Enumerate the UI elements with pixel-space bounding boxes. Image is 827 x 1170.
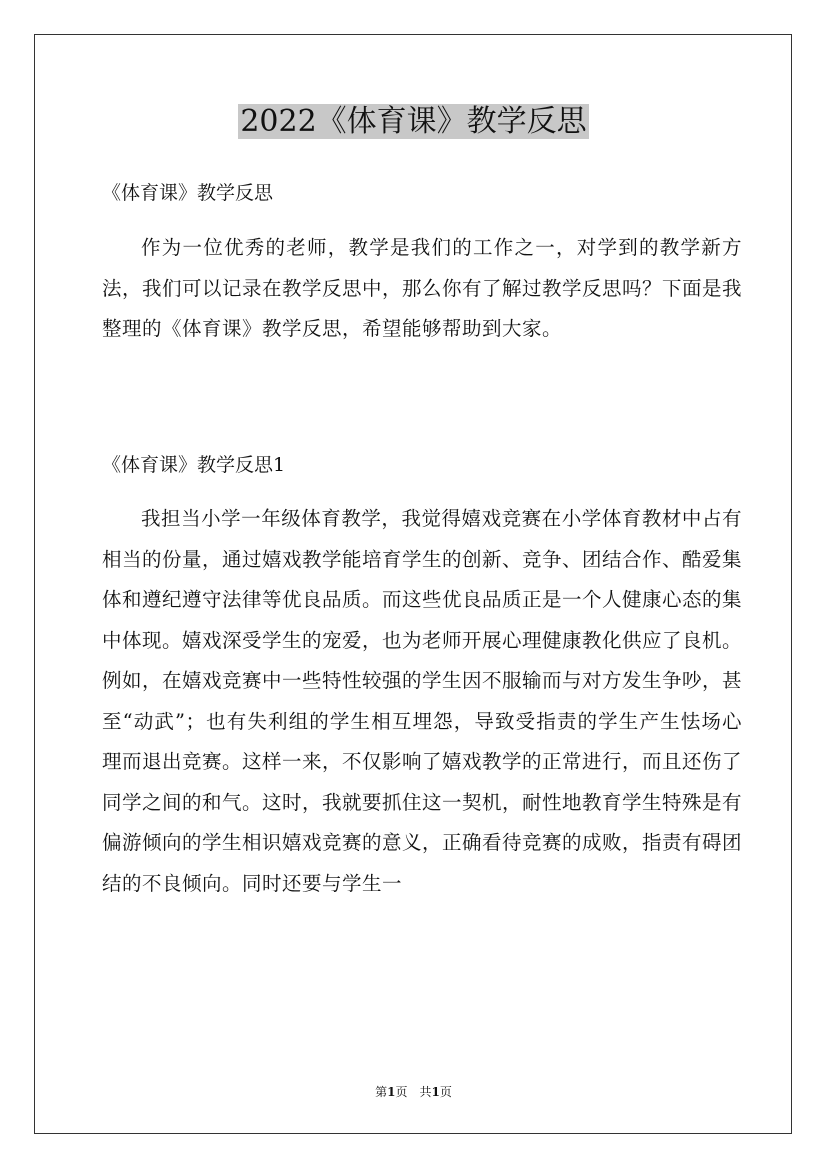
footer-page-mid: 页 共 [395,1085,432,1099]
document-title [0,100,827,144]
document-title-text: 2022《体育课》教学反思 [240,104,587,139]
intro-paragraph: 作为一位优秀的老师，教学是我们的工作之一，对学到的教学新方法，我们可以记录在教学反思中，那么你有了解过教学反思吗？下面是我整理的《体育课》教学反思，希望能够帮助到大家。 [102,236,743,340]
page-footer [0,1084,827,1100]
footer-page-current: 1 [387,1085,396,1099]
footer-page-suffix: 页 [439,1085,452,1099]
section-heading-intro: 《体育课》教学反思 [102,182,274,204]
body-paragraph: 我担当小学一年级体育教学，我觉得嬉戏竞赛在小学体育教材中占有相当的份量，通过嬉戏教学能培育学生的创新、竞争、团结合作、酷爱集体和遵纪遵守法律等优良品质。而这些优良品质正是一个人健康心态的集中体现。嬉戏深受学生的宠爱，也为老师开展心理健康教化供应了良机。例如，在嬉戏竞赛中一些特性较强的学生因不服输而与对方发生争吵，甚至“动武”；也有失利组的学生相互埋怨，导致受指责的学生产生怯场心理而退出竞赛。这样一来，不仅影响了嬉戏教学的正常进行，而且还伤了同学之间的和气。这时，我就要抓住这一契机，耐性地教育学生特殊是有偏游倾向的学生相识嬉戏竞赛的意义，正确看待竞赛的成败，指责有碍团结的不良倾向。同时还要与学生一 [102,507,743,895]
section-heading-1: 《体育课》教学反思1 [102,454,286,476]
footer-page-total: 1 [431,1085,440,1099]
footer-page-prefix: 第 [375,1085,388,1099]
